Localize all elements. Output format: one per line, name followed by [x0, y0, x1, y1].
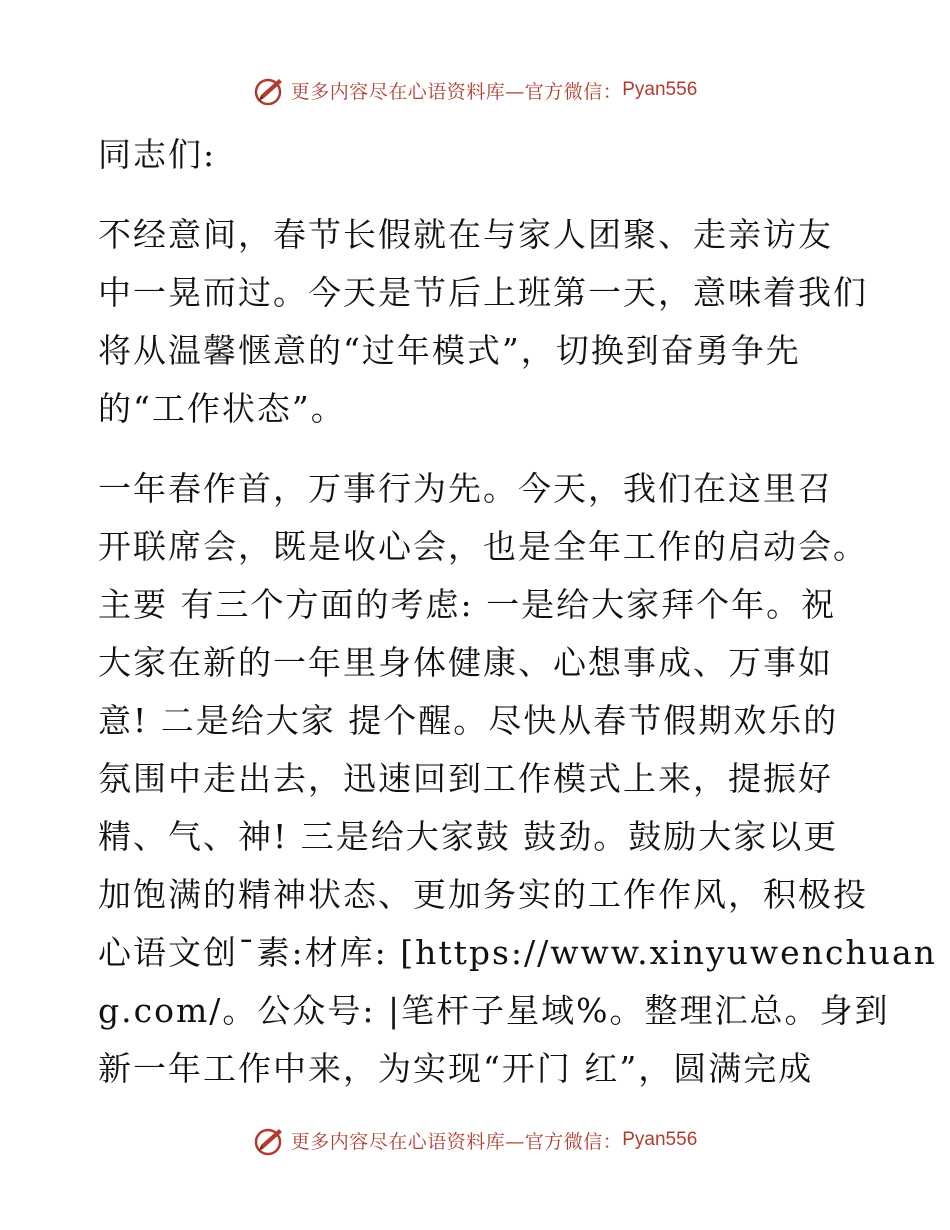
header-banner: [0, 70, 950, 110]
text-line: 大家在新的一年里身体健康、心想事成、万事如: [98, 643, 833, 682]
text-line: 主要 有三个方面的考虑: 一是给大家拜个年。祝: [98, 585, 837, 624]
pen-logo-icon: [253, 1123, 287, 1157]
text-line: 意! 二是给大家 提个醒。尽快从春节假期欢乐的: [98, 701, 839, 740]
text-line: 加饱满的精神状态、更加务实的工作作风，积极投: [98, 875, 868, 914]
document-body: [98, 126, 937, 1098]
pen-logo-icon: [253, 73, 287, 107]
text-line: 将从温馨惬意的“过年模式”，切换到奋勇争先: [98, 331, 801, 370]
paragraph-2: [98, 460, 937, 1098]
footer-wechat-id: Pyan556: [622, 1129, 698, 1150]
greeting: 同志们:: [98, 135, 217, 174]
paragraph-1: [98, 206, 868, 438]
footer-banner-text: 更多内容尽在心语资料库—官方微信：: [290, 1130, 623, 1153]
footer-banner: [0, 1120, 950, 1160]
text-line: 一年春作首，万事行为先。今天，我们在这里召: [98, 469, 833, 508]
text-line: 精、气、神! 三是给大家鼓 鼓劲。鼓励大家以更: [98, 817, 839, 856]
text-line: 中一晃而过。今天是节后上班第一天，意味着我们: [98, 273, 868, 312]
header-banner-text: 更多内容尽在心语资料库—官方微信：: [290, 80, 623, 103]
text-line: 心语文创¯素:材库: [https://www.xinyuwenchuan: [98, 933, 937, 972]
text-line: 不经意间，春节长假就在与家人团聚、走亲访友: [98, 215, 833, 254]
text-line: 开联席会，既是收心会，也是全年工作的启动会。: [98, 527, 868, 566]
text-line: 的“工作状态”。: [98, 389, 346, 428]
text-line: 新一年工作中来，为实现“开门 红”，圆满完成: [98, 1049, 814, 1088]
text-line: 氛围中走出去，迅速回到工作模式上来，提振好: [98, 759, 833, 798]
text-line: g.com/。公众号: |笔杆子星域%。整理汇总。身到: [98, 991, 890, 1030]
header-wechat-id: Pyan556: [622, 79, 698, 100]
